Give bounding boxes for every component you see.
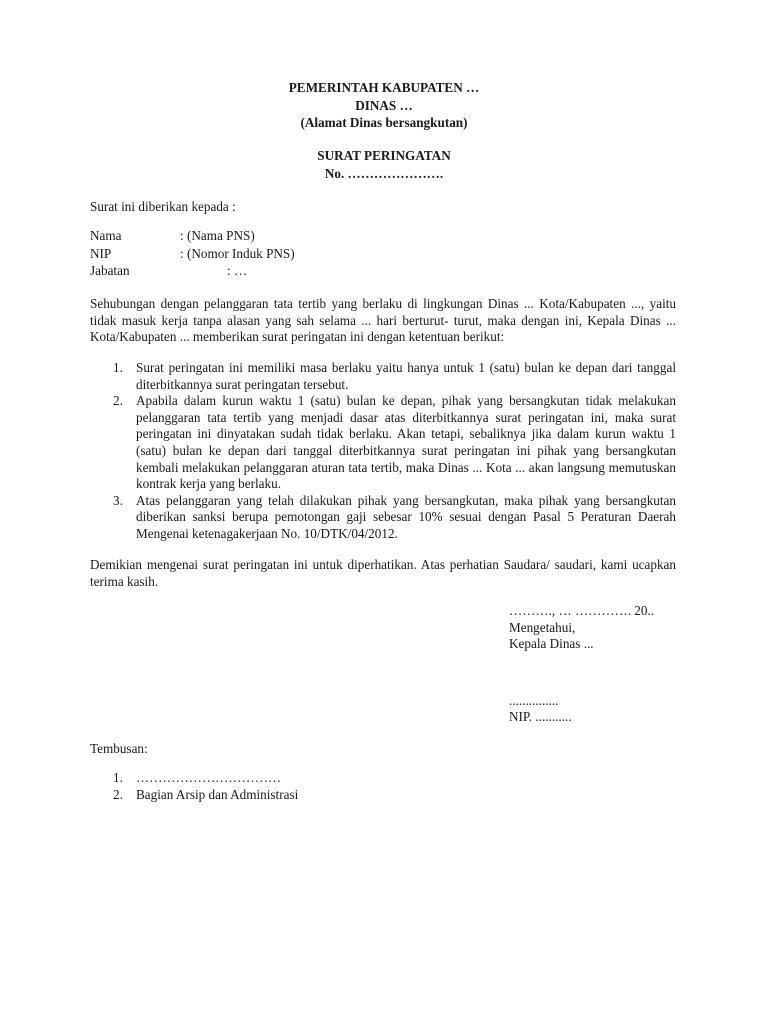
letter-number: No. …………………. xyxy=(324,166,444,181)
list-number: 2. xyxy=(113,393,123,409)
signature-acknowledged: Mengetahui, xyxy=(509,619,576,635)
body-paragraph-1: Sehubungan dengan pelanggaran tata tertib yang berlaku di lingkungan Dinas ... Kota/Kabupaten ..., yaitu tidak masuk kerja tanpa alasan yang sah selama ... hari berturut- turut, maka dengan ini, Kepala Dinas ... Kota/Kabupaten ... memberikan surat peringatan ini dengan ketentuan berikut: xyxy=(90,296,676,345)
field-label: Nama xyxy=(90,228,122,243)
cc-list xyxy=(90,770,298,804)
field-value: : … xyxy=(227,263,248,278)
closing-paragraph: Demikian mengenai surat peringatan ini untuk diperhatikan. Atas perhatian Saudara/ saudari, kami ucapkan terima kasih. xyxy=(90,557,676,589)
list-text: Atas pelanggaran yang telah dilakukan pihak yang bersangkutan, maka pihak yang bersangkutan diberikan sanksi berupa pemotongan gaji sebesar 10% sesuai dengan Pasal 5 Peraturan Daerah Mengenai ketenagakerjaan No. 10/DTK/04/2012. xyxy=(136,492,676,541)
cc-label: Tembusan: xyxy=(90,741,148,756)
list-number: 1. xyxy=(113,360,123,375)
signature-nip: NIP. ........... xyxy=(509,709,572,725)
letterhead xyxy=(0,79,768,132)
list-item xyxy=(90,770,298,787)
recipient-fields xyxy=(90,228,390,281)
list-number: 1. xyxy=(113,770,123,785)
field-row-name xyxy=(90,228,390,246)
signature-block xyxy=(509,603,709,726)
list-item xyxy=(90,787,298,804)
provisions-list xyxy=(90,360,676,543)
list-item xyxy=(90,393,676,493)
field-value: : (Nama PNS) xyxy=(180,228,255,243)
signature-date: ………., … …………. 20.. xyxy=(509,603,655,618)
signature-name: ............... xyxy=(509,692,559,708)
field-value: : (Nomor Induk PNS) xyxy=(180,245,295,261)
field-label: Jabatan xyxy=(90,263,130,278)
list-number: 3. xyxy=(113,492,123,508)
list-item xyxy=(90,360,676,393)
list-text: Bagian Arsip dan Administrasi xyxy=(136,787,299,802)
letter-title: SURAT PERINGATAN xyxy=(317,148,451,163)
list-text: …………………………… xyxy=(136,770,282,785)
letterhead-agency: DINAS … xyxy=(355,97,413,113)
list-text: Surat peringatan ini memiliki masa berlaku yaitu hanya untuk 1 (satu) bulan ke depan dari tanggal diterbitkannya surat peringatan tersebut. xyxy=(136,360,676,392)
intro-text: Surat ini diberikan kepada : xyxy=(90,199,236,214)
field-row-position xyxy=(90,263,390,281)
list-text: Apabila dalam kurun waktu 1 (satu) bulan ke depan, pihak yang bersangkutan tidak melakukan pelanggaran tata tertib yang menjadi dasar atas diterbitkannya surat peringatan ini, maka surat peringatan ini dinyatakan sudah tidak berlaku. Akan tetapi, sebaliknya jika dalam kurun waktu 1 (satu) bulan ke depan dari tanggal diterbitkannya surat peringatan ini pihak yang bersangkutan kembali melakukan pelanggaran aturan tata tertib, maka Dinas ... Kota ... akan langsung memutuskan kontrak kerja yang berlaku. xyxy=(136,393,676,492)
signature-space xyxy=(509,653,709,693)
list-number: 2. xyxy=(113,787,123,802)
signature-position: Kepala Dinas ... xyxy=(509,636,594,652)
field-label: NIP xyxy=(90,245,112,261)
letterhead-address: (Alamat Dinas bersangkutan) xyxy=(300,115,468,130)
list-item xyxy=(90,493,676,543)
letterhead-government: PEMERINTAH KABUPATEN … xyxy=(288,80,480,95)
letter-title-block xyxy=(0,147,768,183)
field-row-nip xyxy=(90,246,390,264)
